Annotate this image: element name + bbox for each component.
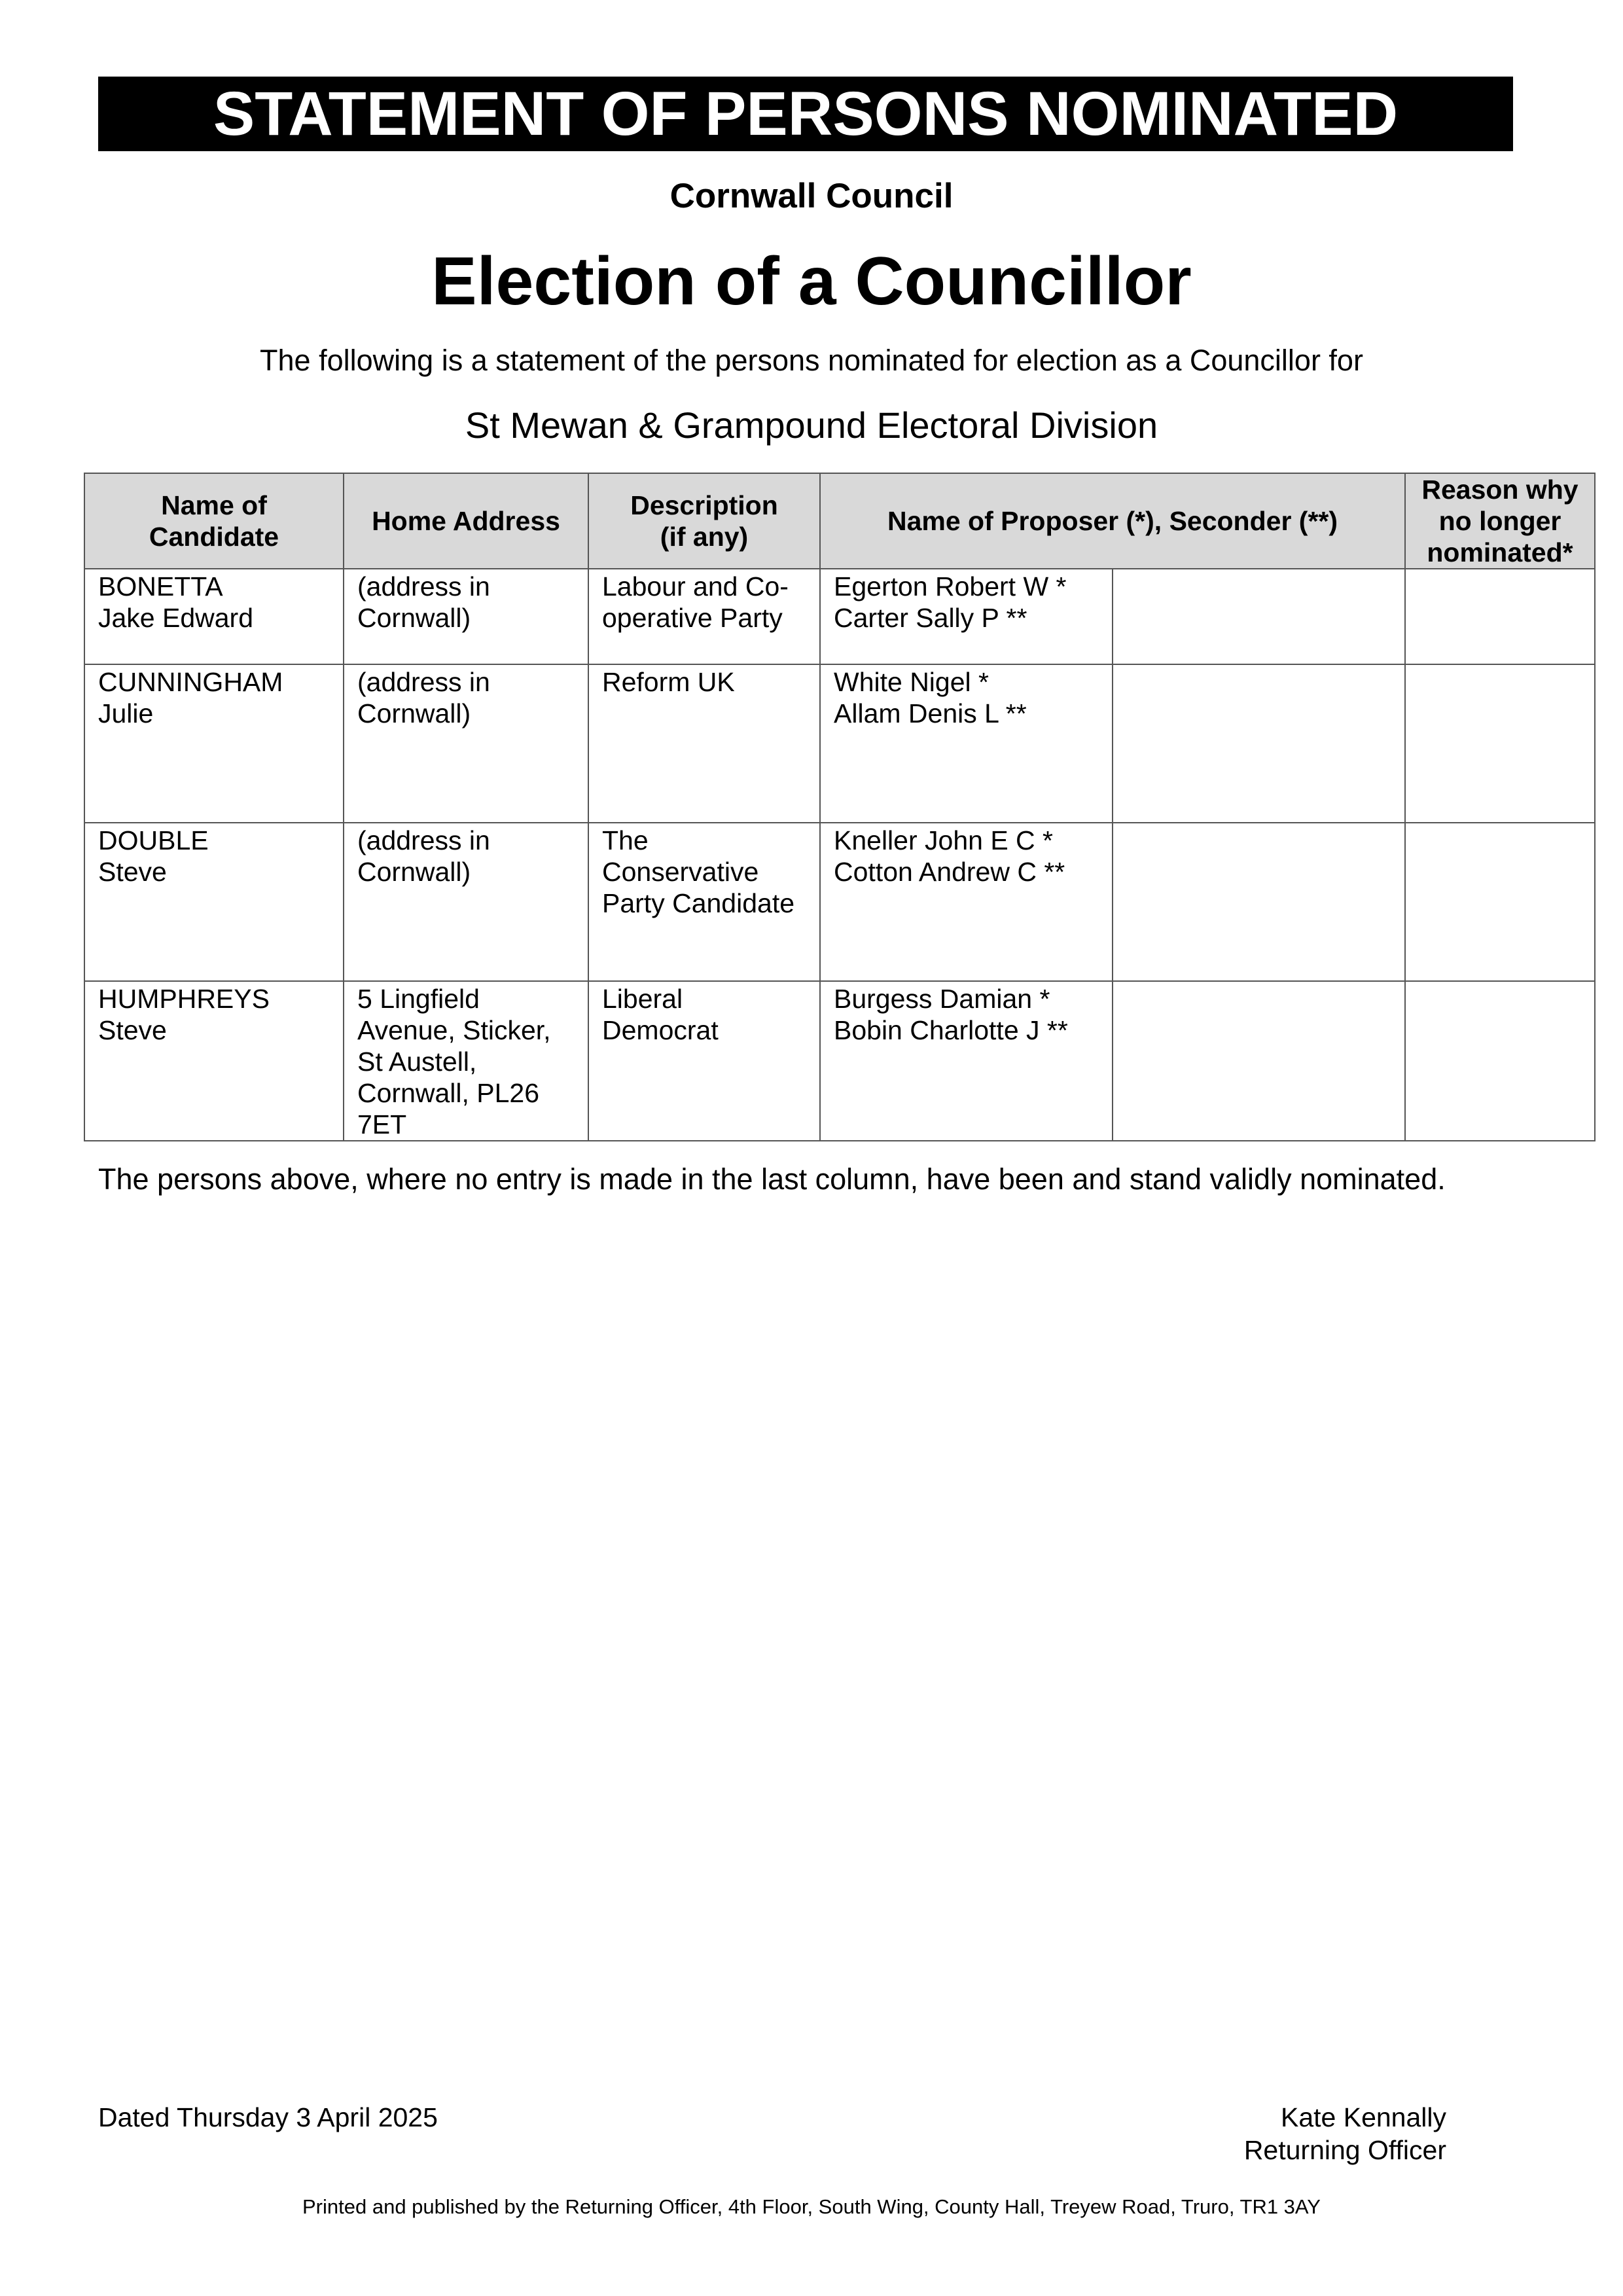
candidate-address: (address in Cornwall) (344, 569, 588, 664)
table-row (84, 981, 1595, 1141)
reason-cell (1405, 569, 1595, 664)
empty-cell (1113, 981, 1405, 1141)
seconder: Cotton Andrew C ** (834, 857, 1065, 887)
proposer-seconder (820, 823, 1113, 981)
empty-cell (1113, 664, 1405, 823)
council-name: Cornwall Council (669, 177, 954, 215)
seconder: Allam Denis L ** (834, 698, 1027, 728)
candidate-description: Liberal Democrat (588, 981, 820, 1141)
empty-cell (1113, 569, 1405, 664)
validity-statement: The persons above, where no entry is made in the last column, have been and stand validly nominated. (98, 1162, 1446, 1196)
officer-name: Kate Kennally (1280, 2102, 1446, 2132)
proposer: White Nigel * (834, 667, 989, 697)
candidate-forenames: Steve (98, 857, 167, 887)
candidate-description: Labour and Co- operative Party (588, 569, 820, 664)
reason-cell (1405, 981, 1595, 1141)
header-description: Description (if any) (588, 473, 820, 569)
table-row (84, 664, 1595, 823)
candidate-name (84, 569, 344, 664)
candidate-address: 5 Lingfield Avenue, Sticker, St Austell, Cornwall, PL26 7ET (344, 981, 588, 1141)
proposer-seconder (820, 569, 1113, 664)
imprint: Printed and published by the Returning Officer, 4th Floor, South Wing, County Hall, Treyew Road, Truro, TR1 3AY (302, 2195, 1321, 2218)
candidate-surname: CUNNINGHAM (98, 667, 283, 697)
proposer: Egerton Robert W * (834, 571, 1067, 601)
candidate-surname: DOUBLE (98, 825, 209, 855)
candidate-forenames: Steve (98, 1015, 167, 1045)
officer-title: Returning Officer (1243, 2135, 1446, 2165)
candidate-name (84, 664, 344, 823)
proposer-seconder (820, 664, 1113, 823)
candidate-forenames: Jake Edward (98, 603, 254, 633)
candidate-forenames: Julie (98, 698, 154, 728)
election-title: Election of a Councillor (431, 243, 1192, 319)
proposer: Burgess Damian * (834, 984, 1050, 1014)
seconder: Carter Sally P ** (834, 603, 1027, 633)
proposer-seconder (820, 981, 1113, 1141)
candidate-description: The Conservative Party Candidate (588, 823, 820, 981)
table-row (84, 569, 1595, 664)
candidate-address: (address in Cornwall) (344, 823, 588, 981)
reason-cell (1405, 823, 1595, 981)
candidate-surname: BONETTA (98, 571, 223, 601)
document-banner: STATEMENT OF PERSONS NOMINATED (98, 77, 1513, 151)
intro-text: The following is a statement of the persons nominated for election as a Councillor for (260, 344, 1363, 377)
header-home-address: Home Address (344, 473, 588, 569)
proposer: Kneller John E C * (834, 825, 1054, 855)
header-proposer-seconder: Name of Proposer (*), Seconder (**) (820, 473, 1405, 569)
dated-line: Dated Thursday 3 April 2025 (98, 2102, 438, 2132)
electoral-division: St Mewan & Grampound Electoral Division (465, 404, 1158, 446)
candidate-surname: HUMPHREYS (98, 984, 270, 1014)
candidate-address: (address in Cornwall) (344, 664, 588, 823)
empty-cell (1113, 823, 1405, 981)
header-candidate: Name of Candidate (84, 473, 344, 569)
seconder: Bobin Charlotte J ** (834, 1015, 1068, 1045)
header-reason: Reason why no longer nominated* (1405, 473, 1595, 569)
nominations-table (84, 473, 1596, 1141)
table-header-row (84, 473, 1595, 569)
table-row (84, 823, 1595, 981)
candidate-name (84, 981, 344, 1141)
returning-officer (1244, 2101, 1446, 2166)
candidate-description: Reform UK (588, 664, 820, 823)
candidate-name (84, 823, 344, 981)
reason-cell (1405, 664, 1595, 823)
